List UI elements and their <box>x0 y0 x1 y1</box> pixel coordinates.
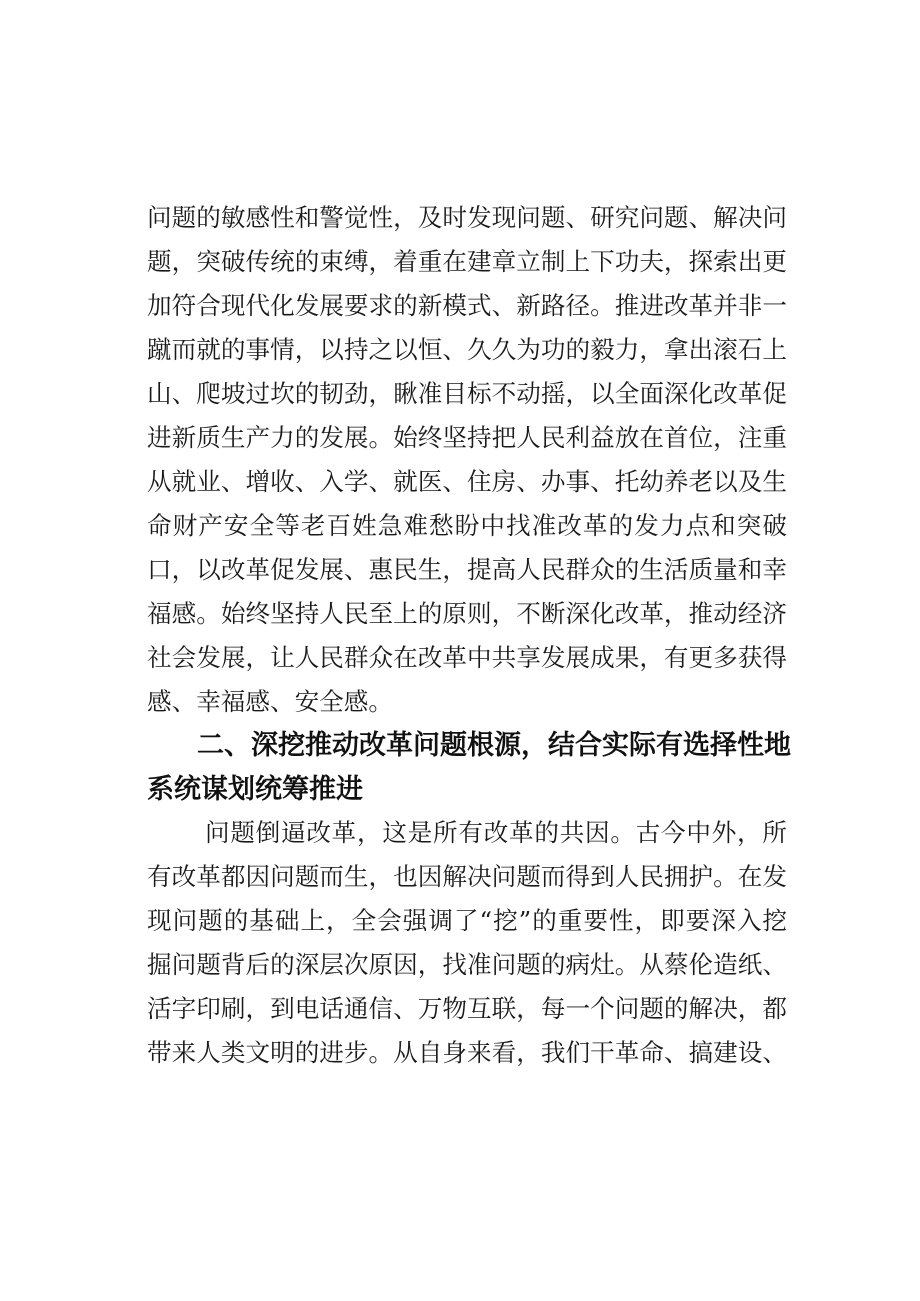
paragraph-line: 感、幸福感、安全感。 <box>147 687 393 716</box>
paragraph-line: 问题的敏感性和警觉性，及时发现问题、研究问题、解决问 <box>147 203 787 232</box>
paragraph-line: 山、爬坡过坎的韧劲，瞅准目标不动摇，以全面深化改革促 <box>147 379 787 408</box>
paragraph-line: 蹴而就的事情，以持之以恒、久久为功的毅力，拿出滚石上 <box>147 335 787 364</box>
paragraph-line: 口，以改革促发展、惠民生，提高人民群众的生活质量和幸 <box>147 555 787 584</box>
paragraph-line: 题，突破传统的束缚，着重在建章立制上下功夫，探索出更 <box>147 247 787 276</box>
paragraph-line: 进新质生产力的发展。始终坚持把人民利益放在首位，注重 <box>147 423 787 452</box>
paragraph-line: 社会发展，让人民群众在改革中共享发展成果，有更多获得 <box>147 643 787 672</box>
paragraph-line: 问题倒逼改革，这是所有改革的共因。古今中外，所 <box>205 818 787 847</box>
section-heading-line: 二、深挖推动改革问题根源，结合实际有选择性地 <box>197 730 791 761</box>
paragraph-line: 加符合现代化发展要求的新模式、新路径。推进改革并非一 <box>147 291 787 320</box>
paragraph-line: 从就业、增收、入学、就医、住房、办事、托幼养老以及生 <box>147 467 787 496</box>
paragraph-line: 有改革都因问题而生，也因解决问题而得到人民拥护。在发 <box>147 862 787 891</box>
paragraph-line: 掘问题背后的深层次原因，找准问题的病灶。从蔡伦造纸、 <box>147 950 787 979</box>
paragraph-line: 现问题的基础上，全会强调了“挖”的重要性，即要深入挖 <box>147 906 787 935</box>
paragraph-line: 命财产安全等老百姓急难愁盼中找准改革的发力点和突破 <box>147 511 787 540</box>
paragraph-line: 福感。始终坚持人民至上的原则，不断深化改革，推动经济 <box>147 599 787 628</box>
section-heading-line: 系统谋划统筹推进 <box>147 774 363 805</box>
paragraph-line: 活字印刷，到电话通信、万物互联，每一个问题的解决，都 <box>147 994 787 1023</box>
paragraph-line: 带来人类文明的进步。从自身来看，我们干革命、搞建设、 <box>147 1038 787 1067</box>
